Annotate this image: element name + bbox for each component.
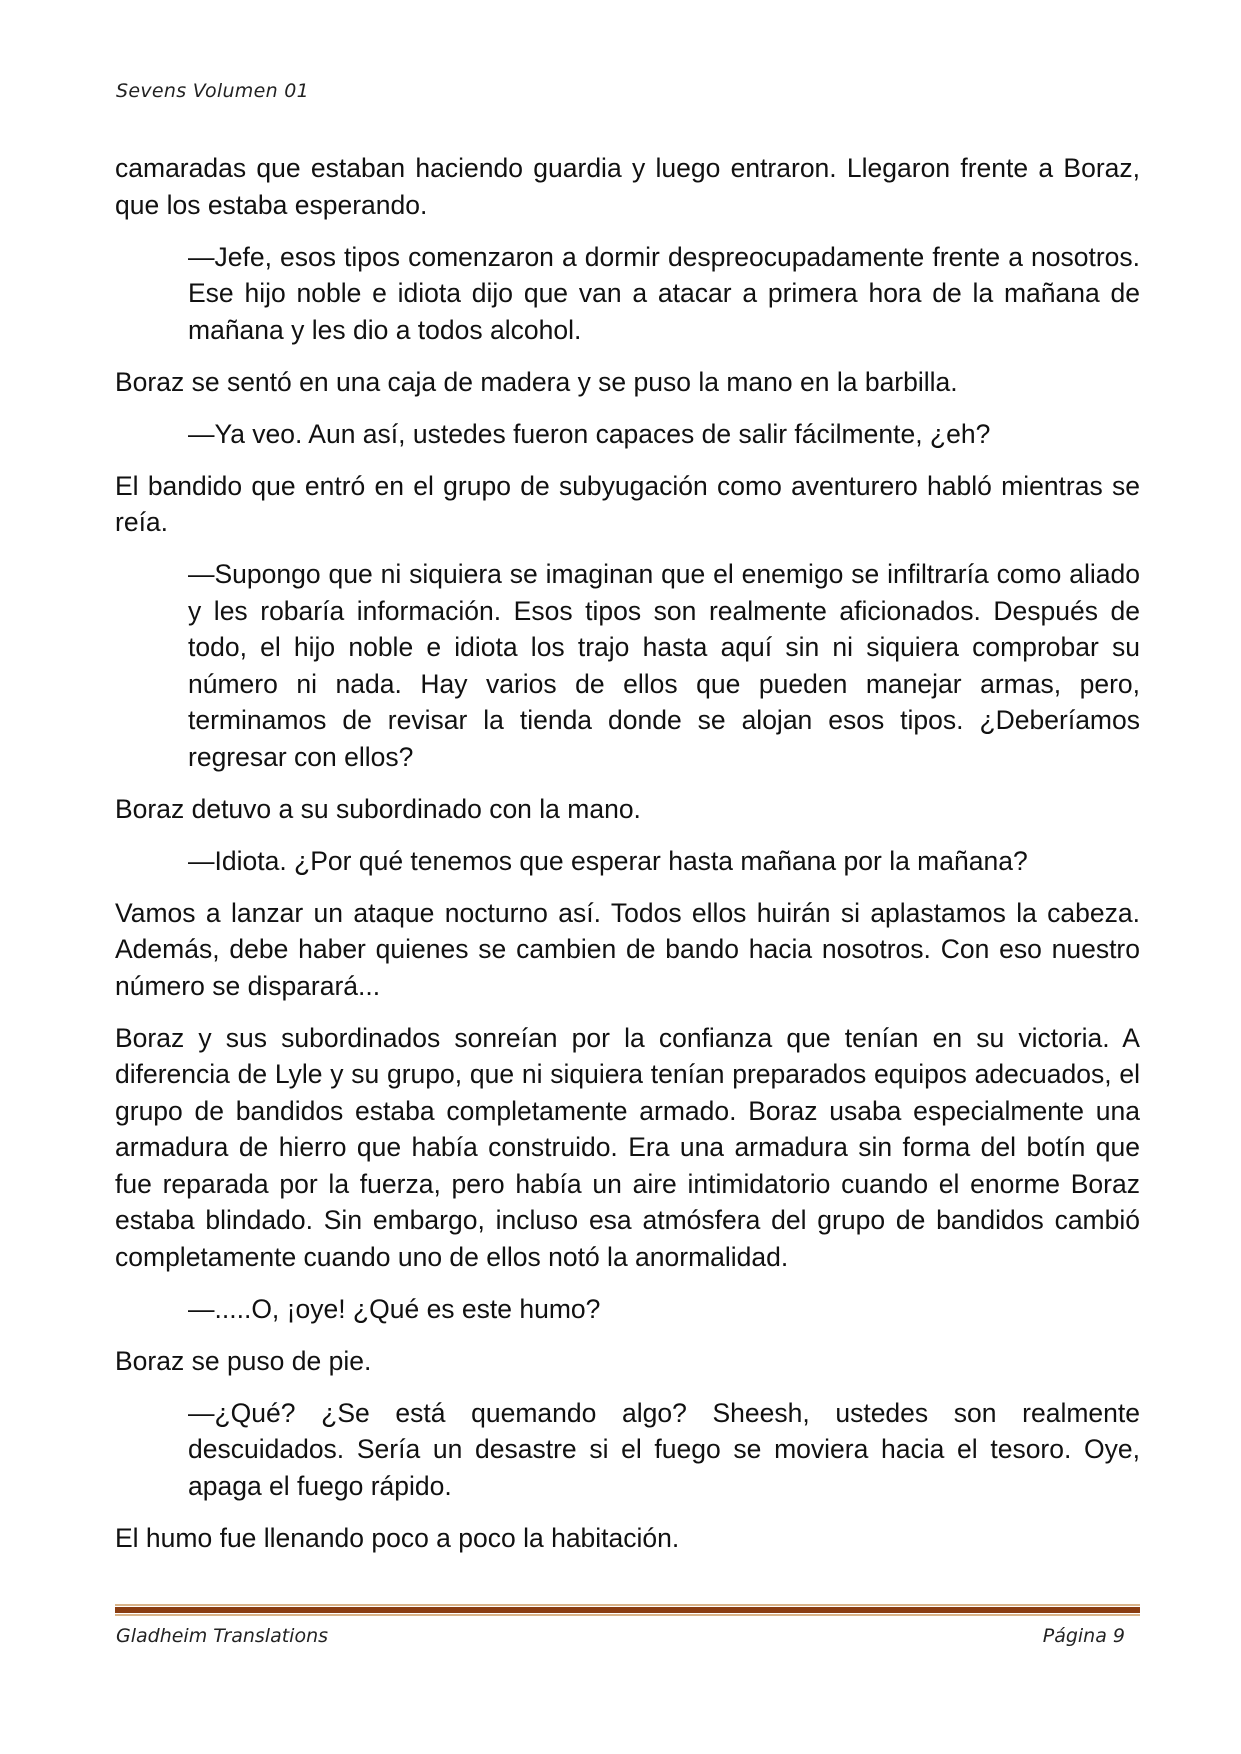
dialogue-paragraph: —¿Qué? ¿Se está quemando algo? Sheesh, ustedes son realmente descuidados. Sería un desastre si el fuego se moviera hacia el tesoro. Oye, apaga el fuego rápido. — [188, 1397, 1140, 1501]
paragraph: El bandido que entró en el grupo de subyugación como aventurero habló mientras se reía. — [115, 470, 1140, 537]
footer-publisher: Gladheim Translations — [116, 1625, 329, 1647]
paragraph: camaradas que estaban haciendo guardia y luego entraron. Llegaron frente a Boraz, que los estaba esperando. — [115, 153, 1140, 220]
footer-rule — [115, 1604, 1140, 1616]
running-header: Sevens Volumen 01 — [116, 80, 310, 102]
dialogue-paragraph: —.....O, ¡oye! ¿Qué es este humo? — [188, 1293, 601, 1324]
dialogue-paragraph: —Supongo que ni siquiera se imaginan que el enemigo se infiltraría como aliado y les robaría información. Esos tipos son realmente aficionados. Después de todo, el hijo noble e idiota los trajo hasta aquí sin ni siquiera comprobar su número ni nada. Hay varios de ellos que pueden manejar armas, pero, terminamos de revisar la tienda donde se alojan esos tipos. ¿Deberíamos regresar con ellos? — [188, 559, 1140, 772]
page-body — [115, 150, 1140, 1572]
dialogue-paragraph: —Jefe, esos tipos comenzaron a dormir despreocupadamente frente a nosotros. Ese hijo noble e idiota dijo que van a atacar a primera hora de la mañana de mañana y les dio a todos alcohol. — [188, 241, 1140, 345]
paragraph: Vamos a lanzar un ataque nocturno así. Todos ellos huirán si aplastamos la cabeza. Además, debe haber quienes se cambien de bando hacia nosotros. Con eso nuestro número se disparará... — [115, 897, 1140, 1001]
paragraph: El humo fue llenando poco a poco la habitación. — [115, 1522, 680, 1553]
paragraph: Boraz se sentó en una caja de madera y se puso la mano en la barbilla. — [115, 366, 958, 397]
dialogue-paragraph: —Idiota. ¿Por qué tenemos que esperar hasta mañana por la mañana? — [188, 845, 1028, 876]
paragraph: Boraz y sus subordinados sonreían por la confianza que tenían en su victoria. A diferencia de Lyle y su grupo, que ni siquiera tenían preparados equipos adecuados, el grupo de bandidos estaba completamente armado. Boraz usaba especialmente una armadura de hierro que había construido. Era una armadura sin forma del botín que fue reparada por la fuerza, pero había un aire intimidatorio cuando el enorme Boraz estaba blindado. Sin embargo, incluso esa atmósfera del grupo de bandidos cambió completamente cuando uno de ellos notó la anormalidad. — [115, 1022, 1140, 1272]
paragraph: Boraz se puso de pie. — [115, 1345, 372, 1376]
paragraph: Boraz detuvo a su subordinado con la mano. — [115, 793, 641, 824]
page-number: Página 9 — [1042, 1625, 1125, 1647]
dialogue-paragraph: —Ya veo. Aun así, ustedes fueron capaces de salir fácilmente, ¿eh? — [188, 418, 991, 449]
